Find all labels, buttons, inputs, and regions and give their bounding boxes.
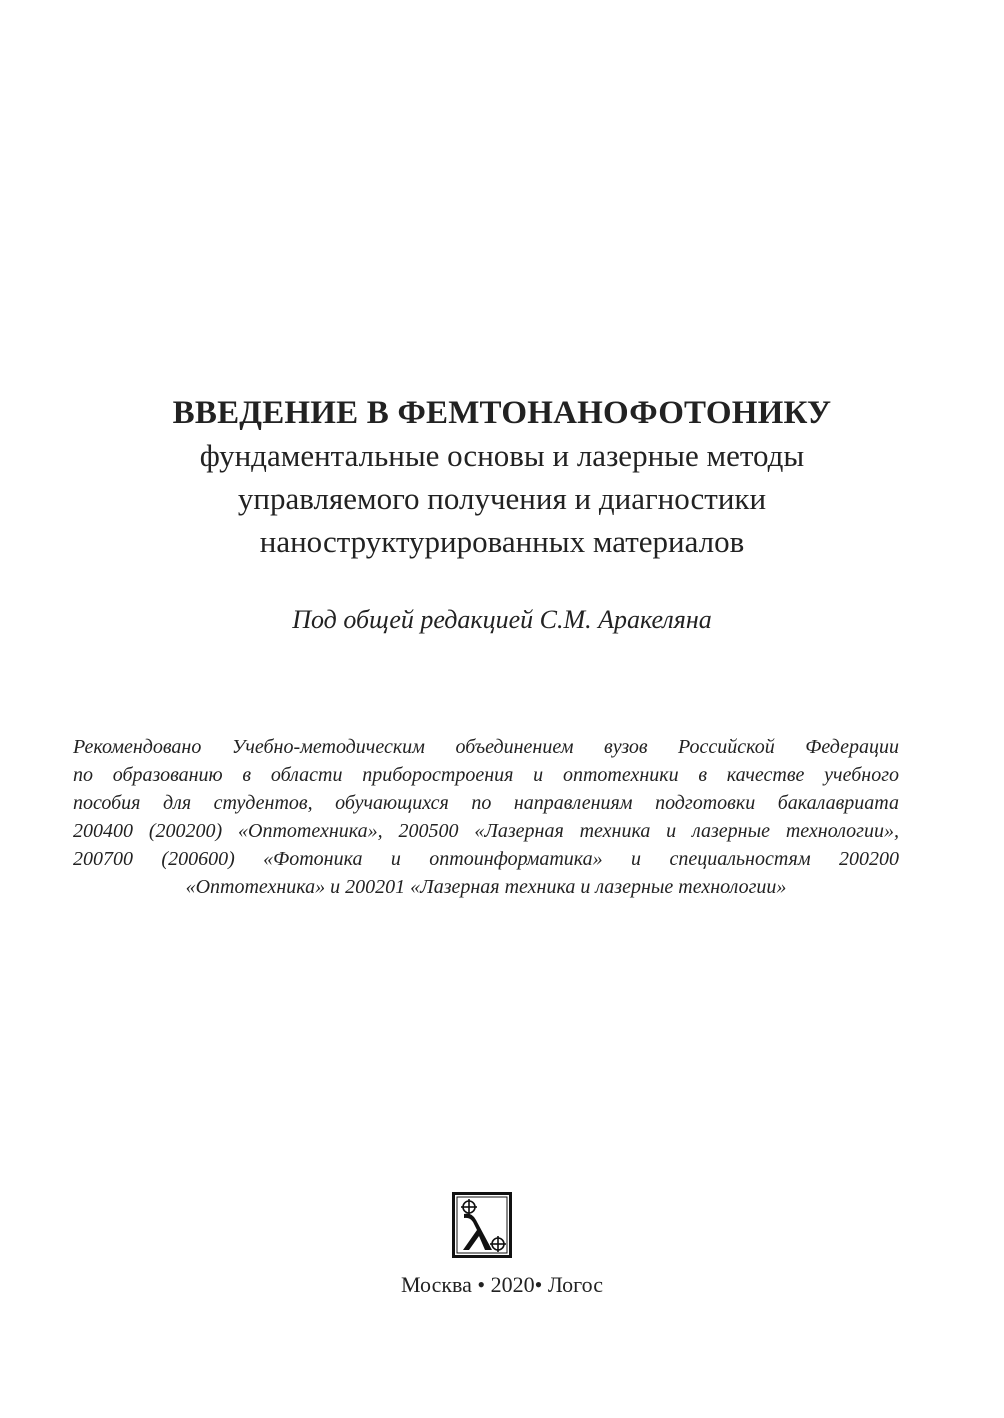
recommendation-line-6: «Оптотехника» и 200201 «Лазерная техника и лазерные технологии» xyxy=(185,876,787,898)
subtitle-line-3: наноструктурированных материалов xyxy=(259,524,745,559)
recommendation-line-1: Рекомендовано Учебно-методическим объединением вузов Российской Федерации xyxy=(73,736,899,758)
recommendation-line-2: по образованию в области приборостроения и оптотехники в качестве учебного xyxy=(73,764,899,786)
imprint-line xyxy=(0,1270,1004,1300)
imprint-city: Москва xyxy=(401,1272,472,1297)
recommendation-line-5: 200700 (200600) «Фотоника и оптоинформатика» и специальностям 200200 xyxy=(73,848,899,870)
lambda-publisher-logo-icon xyxy=(452,1192,512,1258)
editor-credit: Под общей редакцией С.М. Аракеляна xyxy=(292,605,712,634)
imprint-separator: • xyxy=(477,1272,491,1297)
subtitle-line-1: фундаментальные основы и лазерные методы xyxy=(199,438,805,473)
subtitle-line-2: управляемого получения и диагностики xyxy=(237,481,767,516)
title-block xyxy=(0,392,1004,563)
imprint-separator: • xyxy=(534,1272,548,1297)
book-title: ВВЕДЕНИЕ В ФЕМТОНАНОФОТОНИКУ xyxy=(172,395,832,431)
imprint-publisher: Логос xyxy=(547,1272,603,1297)
imprint-year: 2020 xyxy=(490,1272,535,1297)
recommendation-line-4: 200400 (200200) «Оптотехника», 200500 «Лазерная техника и лазерные технологии», xyxy=(73,820,899,842)
recommendation-note xyxy=(73,733,899,901)
recommendation-line-3: пособия для студентов, обучающихся по направлениям подготовки бакалавриата xyxy=(73,792,899,814)
